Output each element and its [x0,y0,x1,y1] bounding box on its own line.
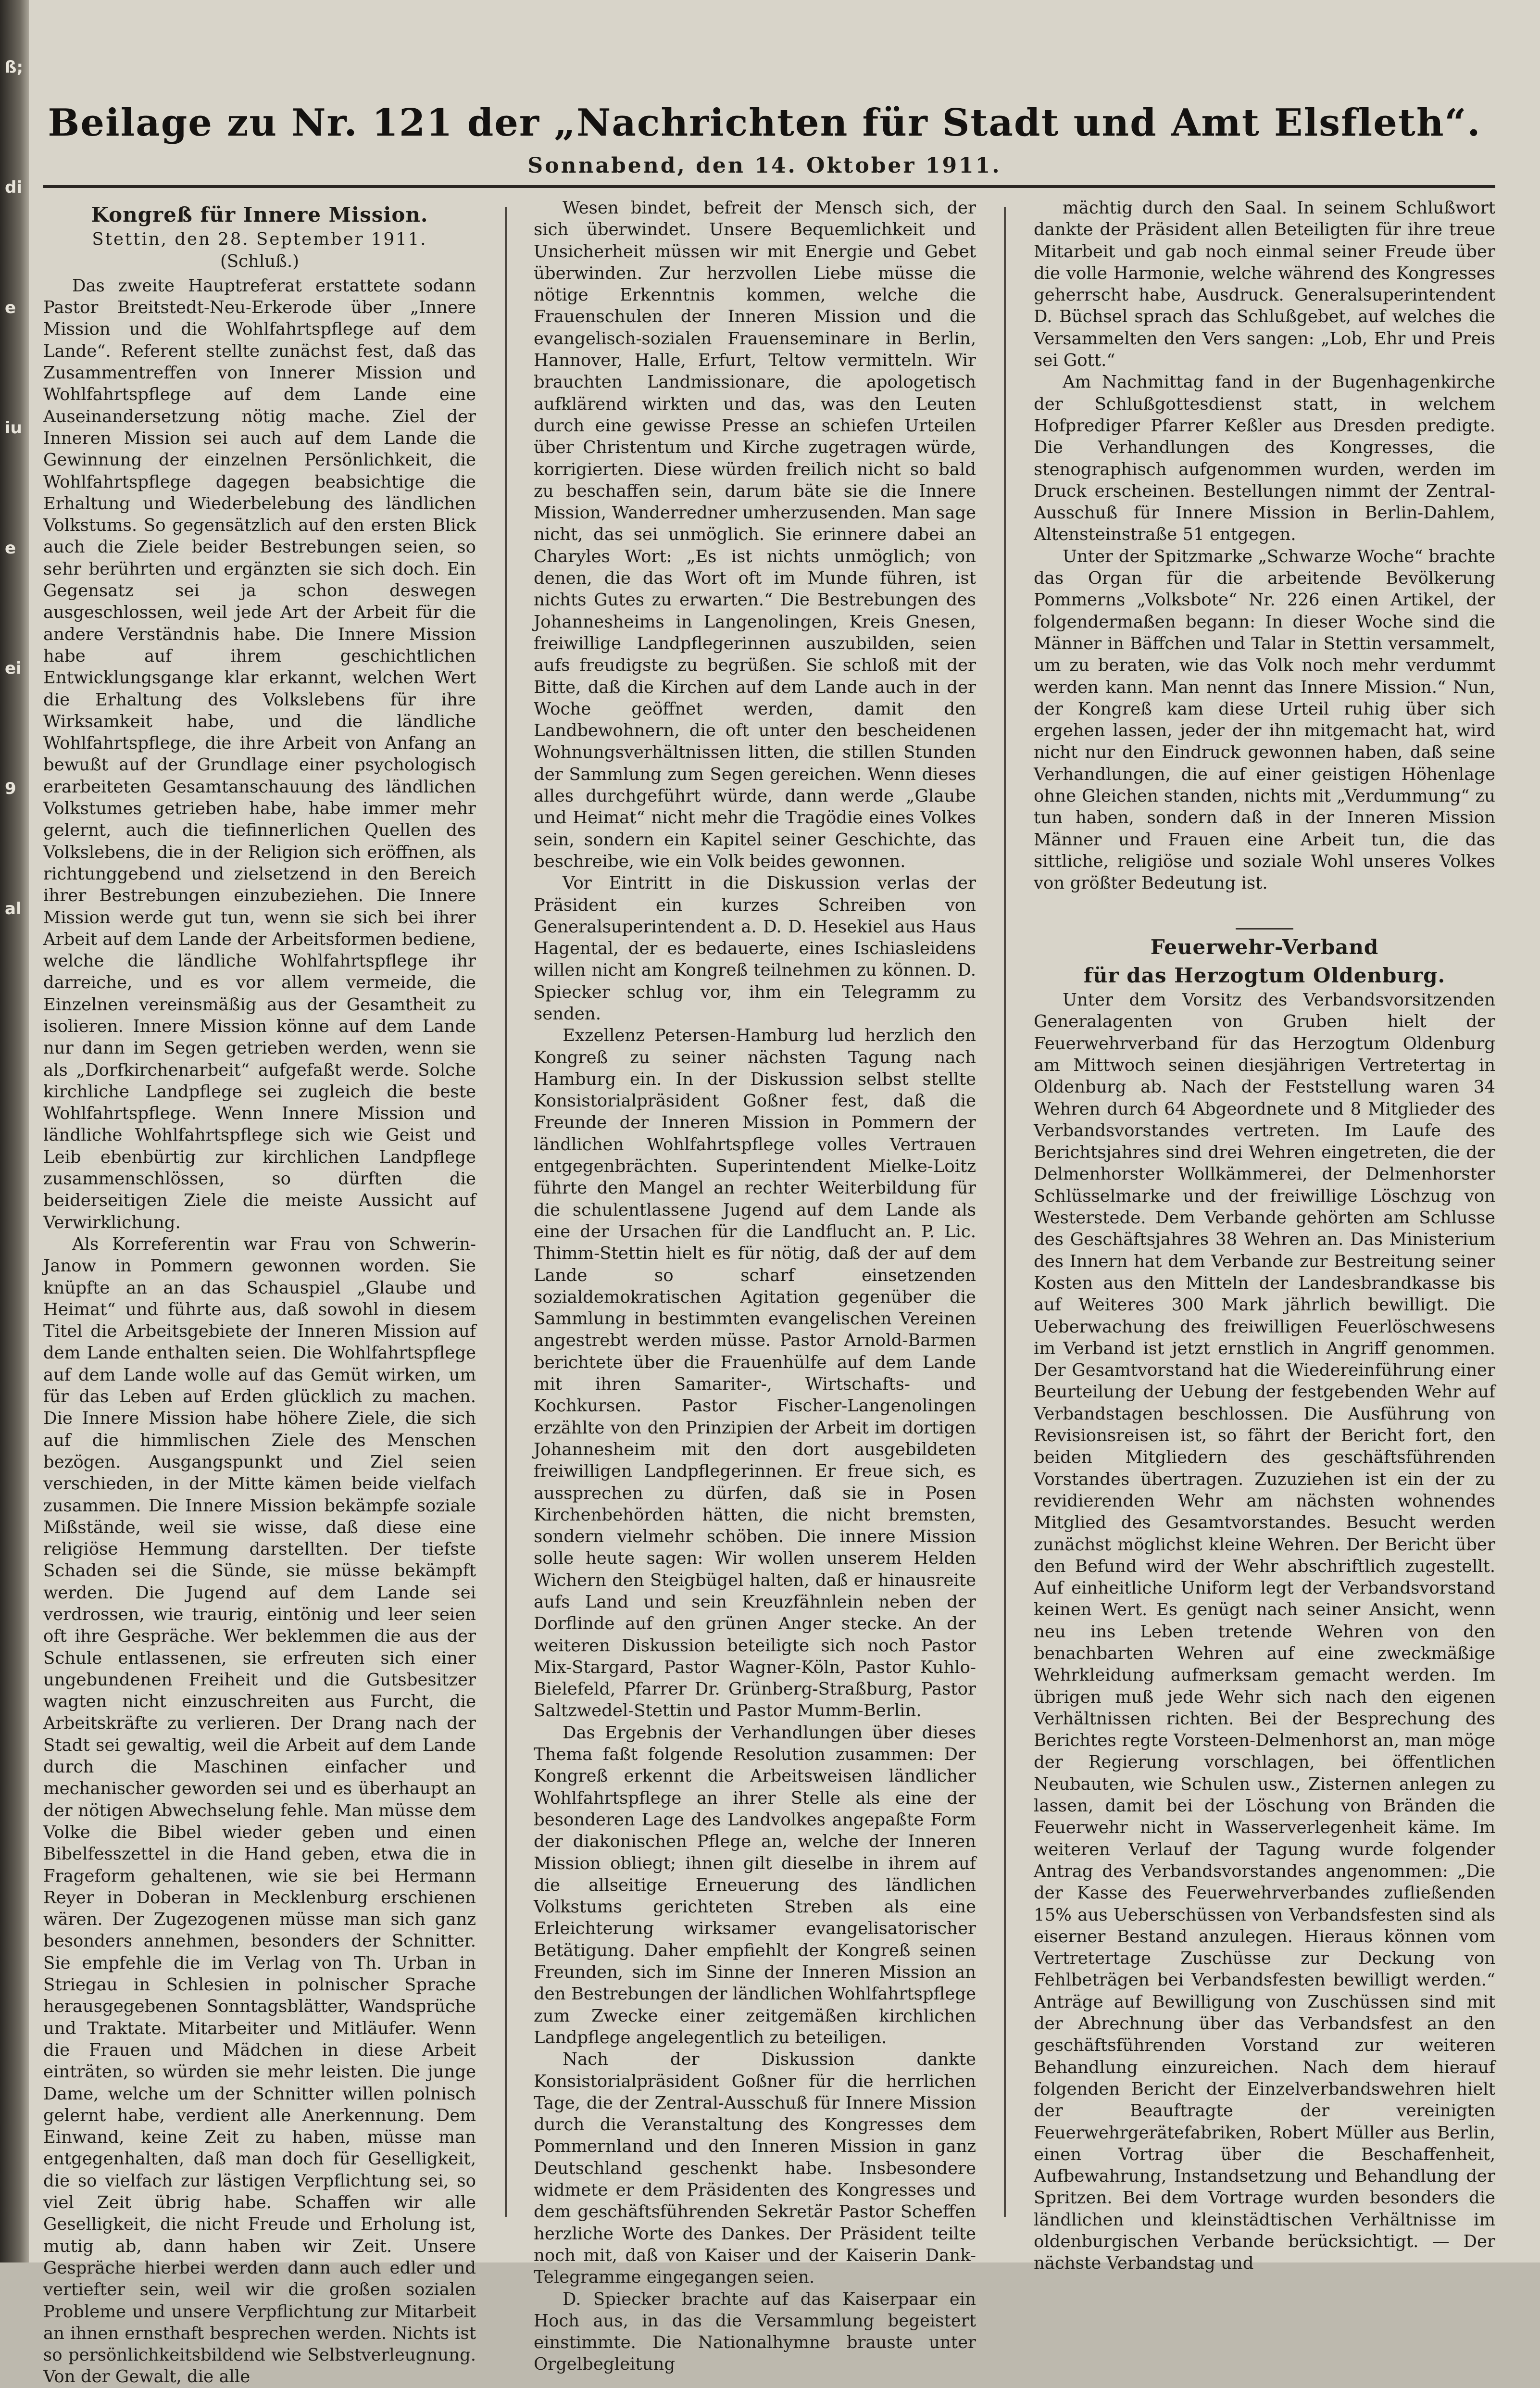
article-paragraph: Unter dem Vorsitz des Verbandsvorsitzenden Generalagenten von Gruben hielt der Feuerwehrverband für das Herzogtum Oldenburg am Mittwoch seinen diesjährigen Vertretertag in Oldenburg ab. Nach der Feststellung waren 34 Wehren durch 64 Abgeordnete und 8 Mitglieder des Verbandsvorstandes vertreten. Im Laufe des Berichtsjahres sind drei Wehren eingetreten, die der Delmenhorster Wollkämmerei, der Delmenhorster Schlüsselmarke und der freiwillige Löschzug von Westerstede. Dem Verbande gehörten am Schlusse des Geschäftsjahres 38 Wehren an. Das Ministerium des Innern hat dem Verbande zur Bestreitung seiner Kosten aus den Mitteln der Landesbrandkasse bis auf Weiteres 300 Mark jährlich bewilligt. Die Ueberwachung des freiwilligen Feuerlöschwesens im Verband ist jetzt ernstlich in Angriff genommen. Der Gesamtvorstand hat die Wiedereinführung einer Beurteilung der Uebung der festgebenden Wehr auf Verbandstagen beschlossen. Die Ausführung von Revisionsreisen ist, so fährt der Bericht fort, den beiden Mitgliedern des geschäftsführenden Vorstandes übertragen. Zuzuziehen ist ein der zu revidierenden Wehr am nächsten wohnendes Mitglied des Gesamtvorstandes. Besucht werden zunächst möglichst kleine Wehren. Der Bericht über den Befund wird der Wehr abschriftlich zugestellt. Auf einheitliche Uniform legt der Verbandsvorstand keinen Wert. Es genügt nach seiner Ansicht, wenn neu ins Leben tretende Wehren von den benachbarten Wehren auf eine zweckmäßige Wehrkleidung aufmerksam gemacht werden. Im übrigen muß jede Wehr sich nach den eigenen Verhältnissen richten. Bei der Besprechung des Berichtes regte Vorsteen-Delmenhorst an, man möge der Regierung vorschlagen, bei öffentlichen Neubauten, wie Schulen usw., Zisternen anlegen zu lassen, damit bei der Löschung von Bränden die Feuerwehr nicht in Wasserverlegenheit käme. Im weiteren Verlauf der Tagung wurde folgender Antrag des Verbandsvorstandes angenommen: „Die der Kasse des Feuerwehrverbandes zufließenden 15% aus Ueberschüssen von Verbandsfesten sind als eiserner Bestand anzulegen. Hieraus können vom Vertretertage Zuschüsse zur Deckung von Fehlbeträgen bei Verbandsfesten bewilligt werden.“ Anträge auf Bewilligung von Zuschüssen sind mit der Abrechnung über das Verbandsfest an den geschäftsführenden Vorstand zur weiteren Behandlung einzureichen. Nach dem hierauf folgenden Bericht der Einzelverbandswehren hielt der Beauftragte der vereinigten Feuerwehrgerätefabriken, Robert Müller aus Berlin, einen Vortrag über die Beschaffenheit, Aufbewahrung, Instandsetzung und Behandlung der Spritzen. Bei dem Vortrage wurden besonders die ländlichen und kleinstädtischen Verhältnisse im oldenburgischen Verbande berücksichtigt. — Der nächste Verbandstag und [1034,990,1495,2274]
fragment-text: al [5,899,22,918]
fragment-text: di [5,178,22,197]
article-subheadline: für das Herzogtum Oldenburg. [1083,963,1446,987]
article-paragraph: Vor Eintritt in die Diskussion verlas der Präsident ein kurzes Schreiben von Generalsuperintendent a. D. D. Hesekiel aus Haus Hagental, der es bedauerte, eines Ischiasleidens willen nicht am Kongreß teilnehmen zu können. D. Spiecker schlug vor, ihm ein Telegramm zu senden. [534,873,976,1024]
section-rule [1236,928,1293,930]
article-paragraph: Nach der Diskussion dankte Konsistorialpräsident Goßner für die herrlichen Tage, die der Zentral-Ausschuß für Innere Mission durch die Veranstaltung des Kongresses dem Pommernland und den Inneren Mission in ganz Deutschland geschenkt habe. Insbesondere widmete er dem Präsidenten des Kongresses und dem geschäftsführenden Sekretär Pastor Scheffen herzliche Worte des Dankes. Der Präsident teilte noch mit, daß von Kaiser und der Kaiserin Dank-Telegramme eingegangen seien. [534,2049,976,2287]
article-paragraph: Am Nachmittag fand in der Bugenhagenkirche der Schlußgottesdienst statt, in welchem Hofprediger Pfarrer Keßler aus Dresden predigte. Die Verhandlungen des Kongresses, die stenographisch aufgenommen wurden, werden im Druck erscheinen. Bestellungen nimmt der Zentral-Ausschuß für Innere Mission in Berlin-Dahlem, Altensteinstraße 51 entgegen. [1034,372,1495,545]
column-divider [505,207,507,2217]
article-paragraph: Als Korreferentin war Frau von Schwerin-Janow in Pommern gewonnen worden. Sie knüpfte an an das Schauspiel „Glaube und Heimat“ und führte aus, daß sowohl in diesem Titel die Arbeitsgebiete der Inneren Mission auf dem Lande enthalten seien. Die Wohlfahrtspflege auf dem Lande wolle auf das Gemüt wirken, um für das Leben auf Erden glücklich zu machen. Die Innere Mission habe höhere Ziele, die sich auf die himmlischen Ziele des Menschen bezögen. Ausgangspunkt und Ziel seien verschieden, in der Mitte kämen beide vielfach zusammen. Die Innere Mission bekämpfe soziale Mißstände, weil sie wisse, daß diese eine religiöse Hemmung darstellten. Der tiefste Schaden sei die Sünde, sie müsse bekämpft werden. Die Jugend auf dem Lande sei verdrossen, wie traurig, eintönig und leer seien oft ihre Gespräche. Wer beklemmen die aus der Schule entlassenen, sie erfreuten sich einer ungebundenen Freiheit und die Gutsbesitzer wagten nicht einzuschreiten aus Furcht, die Arbeitskräfte zu verlieren. Der Drang nach der Stadt sei gewaltig, weil die Arbeit auf dem Lande durch die Maschinen einfacher und mechanischer geworden sei und es überhaupt an der nötigen Abwechselung fehle. Man müsse dem Volke die Bibel wieder geben und einen Bibelfesszettel in die Hand geben, etwa die in Frageform gehaltenen, wie sie bei Hermann Reyer in Doberan in Mecklenburg erschienen wären. Der Zugezogenen müsse man sich ganz besonders annehmen, besonders der Schnitter. Sie empfehle die im Verlag von Th. Urban in Striegau in Schlesien in polnischer Sprache herausgegebenen Sonntagsblätter, Wandsprüche und Traktate. Mitarbeiter und Mitläufer. Wenn die Frauen und Mädchen in diese Arbeit einträten, so würden sie mehr leisten. Die junge Dame, welche um der Schnitter willen polnisch gelernt habe, verdient alle Anerkennung. Dem Einwand, keine Zeit zu haben, müsse man entgegenhalten, daß man doch für Geselligkeit, die so vielfach zur lästigen Verpflichtung sei, so viel Zeit übrig habe. Schaffen wir alle Geselligkeit, die nicht Freude und Erholung ist, mutig ab, dann haben wir Zeit. Unsere Gespräche hierbei werden dann auch edler und vertiefter sein, weil wir die großen sozialen Probleme und unsere Verpflichtung zur Mitarbeit an ihnen ernsthaft besprechen werden. Nichts ist so persönlichkeitsbildend wie Selbstverleugnung. Von der Gewalt, die alle [43,1234,476,2387]
article-paragraph: Exzellenz Petersen-Hamburg lud herzlich den Kongreß zu seiner nächsten Tagung nach Hamburg ein. In der Diskussion selbst stellte Konsistorialpräsident Goßner fest, daß die Freunde der Inneren Mission in Pommern der ländlichen Wohlfahrtspflege volles Vertrauen entgegenbrächten. Superintendent Mielke-Loitz führte den Mangel an rechter Weiterbildung für die schulentlassene Jugend auf dem Lande als eine der Ursachen für die Landflucht an. P. Lic. Thimm-Stettin hielt es für nötig, daß der auf dem Lande so scharf einsetzenden sozialdemokratischen Agitation gegenüber die Sammlung in bestimmten evangelischen Vereinen angestrebt werden müsse. Pastor Arnold-Barmen berichtete über die Frauenhülfe auf dem Lande mit ihren Samariter-, Wirtschafts- und Kochkursen. Pastor Fischer-Langenolingen erzählte von den Prinzipien der Arbeit im dortigen Johannesheim mit den dort ausgebildeten freiwilligen Landpflegerinnen. Er freue sich, es aussprechen zu dürfen, daß sie in Posen Kirchenbehörden hätten, die nicht bremsten, sondern vielmehr schöben. Die innere Mission solle heute sagen: Wir wollen unserem Helden Wichern den Steigbügel halten, daß er hinausreite aufs Land und sein Kreuzfähnlein neben der Dorflinde auf den grünen Anger stecke. An der weiteren Diskussion beteiligte sich noch Pastor Mix-Stargard, Pastor Wagner-Köln, Pastor Kuhlo-Bielefeld, Pfarrer Dr. Grünberg-Straßburg, Pastor Saltzwedel-Stettin und Pastor Mumm-Berlin. [534,1026,976,1721]
header-rule [43,185,1495,188]
fragment-text: 9 [5,779,16,798]
fragment-text: e [5,298,16,317]
article-paragraph: Unter der Spitzmarke „Schwarze Woche“ brachte das Organ für die arbeitende Bevölkerung Pommerns „Volksbote“ Nr. 226 einen Artikel, der folgendermaßen begann: In dieser Woche sind die Männer in Bäffchen und Talar in Stettin versammelt, um zu beraten, wie das Volk noch mehr verdummt werden kann. Man nennt das Innere Mission.“ Nun, der Kongreß kam diese Urteil ruhig über sich ergehen lassen, jeder der ihn mitgemacht hat, wird nicht nur den Eindruck gewonnen haben, daß seine Verhandlungen, die auf einer geistigen Höhenlage ohne Gleichen standen, nichts mit „Verdummung“ zu tun haben, sondern daß in der Inneren Mission Männer und Frauen eine Arbeit tun, die das sittliche, religiöse und soziale Wohl unseres Volkes von größter Bedeutung ist. [1034,546,1495,893]
fragment-text: e [5,539,16,558]
adjacent-page-fragments [5,58,29,1019]
article-paragraph: Wesen bindet, befreit der Mensch sich, der sich überwindet. Unsere Bequemlichkeit und Unsicherheit müssen wir mit Energie und Gebet überwinden. Zur herzvollen Liebe müsse die nötige Erkenntnis kommen, welche die Frauenschulen der Inneren Mission und die evangelisch-sozialen Frauenseminare in Berlin, Hannover, Halle, Erfurt, Teltow vermitteln. Wir brauchten Landmissionare, die apologetisch aufklärend wirkten und das, was den Leuten durch eine gewisse Presse an schiefen Urteilen über Christentum und Kirche zugetragen würde, korrigierten. Diese würden freilich nicht so bald zu beschaffen sein, darum bäte sie die Innere Mission, Wanderredner umherzusenden. Man sage nicht, das sei unmöglich. Sie erinnere dabei an Charyles Wort: „Es ist nichts unmöglich; von denen, die das Wort oft im Munde führen, ist nichts Gutes zu erwarten.“ Die Bestrebungen des Johannesheims in Langenolingen, Kreis Gnesen, freiwillige Landpflegerinnen auszubilden, seien aufs freudigste zu begrüßen. Sie schloß mit der Bitte, daß die Kirchen auf dem Lande auch in der Woche geöffnet werden, damit den Landbewohnern, die oft unter den bescheidenen Wohnungsverhältnissen litten, die stillen Stunden der Sammlung zum Segen gereichen. Wenn dieses alles durchgeführt würde, dann werde „Glaube und Heimat“ nicht mehr die Tragödie eines Volkes sein, sondern ein Kapitel seiner Geschichte, das beschreibe, wie ein Volk beides gewonnen. [534,198,976,871]
section-spacer [1034,894,1495,928]
masthead [43,101,1486,178]
column-3 [1034,197,1495,2274]
masthead-date: Sonnabend, den 14. Oktober 1911. [527,153,1002,178]
masthead-title: Beilage zu Nr. 121 der „Nachrichten für Stadt und Amt Elsfleth“. [48,101,1481,145]
fragment-text: ß; [5,58,24,77]
article-paragraph: mächtig durch den Saal. In seinem Schlußwort dankte der Präsident allen Beteiligten für ihre treue Mitarbeit und gab noch einmal seiner Freude über die volle Harmonie, welche während des Kongresses geherrscht habe, Ausdruck. Generalsuperintendent D. Büchsel sprach das Schlußgebet, auf welches die Versammelten den Vers sangen: „Lob, Ehr und Preis sei Gott.“ [1034,198,1495,371]
column-1 [43,197,476,2387]
article-paragraph: Das Ergebnis der Verhandlungen über dieses Thema faßt folgende Resolution zusammen: Der Kongreß erkennt die Arbeitsweisen ländlicher Wohlfahrtspflege an ihrer Stelle als eine der besonderen Lage des Landvolkes angepaßte Form der diakonischen Pflege an, welche der Inneren Mission obliegt; ihnen gilt dieselbe in ihrem auf die allseitige Erneuerung des ländlichen Volkstums gerichteten Streben als eine Erleichterung wirksamer evangelisatorischer Betätigung. Daher empfiehlt der Kongreß seinen Freunden, sich im Sinne der Inneren Mission an den Bestrebungen der ländlichen Wohlfahrtspflege zum Zwecke einer zeitgemäßen kirchlichen Landpflege angelegentlich zu beteiligen. [534,1722,976,2048]
article-dateline: Stettin, den 28. September 1911. [92,229,427,250]
column-divider [1004,207,1006,2217]
article-headline: Feuerwehr-Verband [1150,935,1379,959]
fragment-text: ei [5,659,22,678]
article-note: (Schluß.) [220,251,299,271]
fragment-text: iu [5,418,22,438]
article-paragraph: D. Spiecker brachte auf das Kaiserpaar ein Hoch aus, in das die Versammlung begeistert einstimmte. Die Nationalhymne brauste unter Orgelbegleitung [534,2289,976,2375]
column-2 [534,197,976,2375]
article-paragraph: Das zweite Hauptreferat erstattete sodann Pastor Breitstedt-Neu-Erkerode über „Innere Mission und die Wohlfahrtspflege auf dem Lande“. Referent stellte zunächst fest, daß das Zusammentreffen von Innerer Mission und Wohlfahrtspflege auf dem Lande eine Auseinandersetzung nötig mache. Ziel der Inneren Mission sei auch auf dem Lande die Gewinnung der einzelnen Persönlichkeit, die Wohlfahrtspflege dagegen beabsichtige die Erhaltung und Wiederbelebung des ländlichen Volkstums. So gegensätzlich auf den ersten Blick auch die Ziele beider Bestrebungen seien, so sehr berührten und ergänzten sie sich doch. Ein Gegensatz sei ja schon deswegen ausgeschlossen, weil jede Art der Arbeit für die andere Verständnis habe. Die Innere Mission habe auf ihrem geschichtlichen Entwicklungsgange klar erkannt, welchen Wert die Erhaltung des Volkslebens für ihre Wirksamkeit habe, und die ländliche Wohlfahrtspflege, die ihre Arbeit von Anfang an bewußt auf der Grundlage einer psychologisch erarbeiteten Gesamtanschauung des ländlichen Volkstumes getrieben habe, habe immer mehr gelernt, auch die tiefinnerlichen Quellen des Volkslebens, die in der Religion sich eröffnen, als richtunggebend und zielsetzend in den Bereich ihrer Bestrebungen einzubeziehen. Die Innere Mission werde gut tun, wenn sie sich bei ihrer Arbeit auf dem Lande der Arbeitsformen bediene, welche die ländliche Wohlfahrtspflege ihr darreiche, und es vor allem vermeide, die Einzelnen vereinsmäßig aus der Gesamtheit zu isolieren. Innere Mission könne auf dem Lande nur dann im Segen getrieben werden, wenn sie als „Dorfkirchenarbeit“ aufgefaßt werde. Solche kirchliche Landpflege sei zugleich die beste Wohlfahrtspflege. Wenn Innere Mission und ländliche Wohlfahrtspflege sich wie Geist und Leib ebenbürtig zur kirchlichen Landpflege zusammenschlössen, so dürften die beiderseitigen Ziele die meiste Aussicht auf Verwirklichung. [43,276,476,1232]
article-headline: Kongreß für Innere Mission. [91,203,428,226]
article-columns [43,197,1495,2387]
